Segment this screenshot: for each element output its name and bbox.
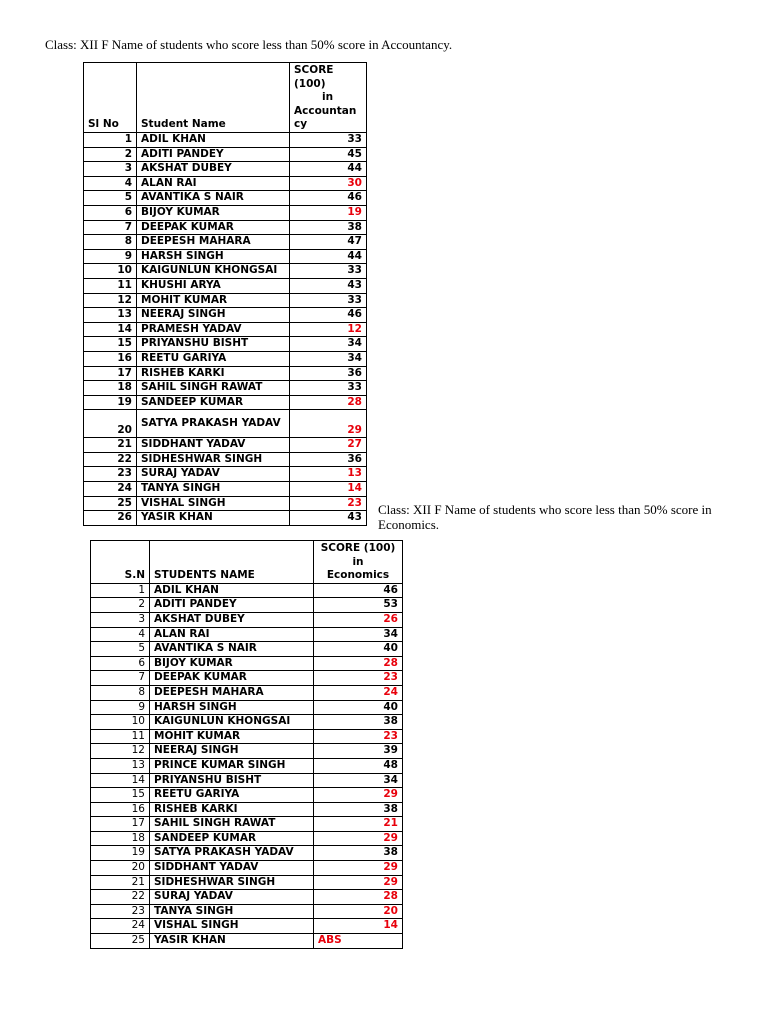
table-row [84,452,367,467]
serial-number-cell: 14 [84,322,137,337]
student-name-cell: ADITI PANDEY [150,598,314,613]
serial-number-cell: 2 [91,598,150,613]
student-name-cell: NEERAJ SINGH [150,744,314,759]
serial-number-cell: 20 [91,861,150,876]
serial-number-cell: 1 [84,133,137,148]
student-name-cell: AKSHAT DUBEY [137,162,290,177]
score-cell: 29 [290,410,367,438]
score-cell: 38 [290,220,367,235]
economics-caption: Class: XII F Name of students who score less than 50% score in Economics. [378,502,712,532]
serial-number-cell: 19 [91,846,150,861]
serial-number-cell: 22 [84,452,137,467]
header-sn: S.N [91,541,150,584]
score-cell: 14 [314,919,403,934]
serial-number-cell: 21 [91,875,150,890]
student-name-cell: ADIL KHAN [150,583,314,598]
score-cell: 46 [290,191,367,206]
table-row [91,700,403,715]
serial-number-cell: 23 [84,467,137,482]
student-name-cell: SIDDHANT YADAV [137,438,290,453]
score-cell: 36 [290,452,367,467]
score-cell: 27 [290,438,367,453]
accountancy-caption: Class: XII F Name of students who score less than 50% score in Accountancy. [45,37,453,52]
student-name-cell: HARSH SINGH [150,700,314,715]
table-row [91,890,403,905]
serial-number-cell: 6 [91,656,150,671]
serial-number-cell: 4 [84,176,137,191]
table-row [84,322,367,337]
serial-number-cell: 13 [84,308,137,323]
student-name-cell: SATYA PRAKASH YADAV [150,846,314,861]
serial-number-cell: 25 [91,934,150,949]
score-cell: 29 [314,875,403,890]
student-name-cell: VISHAL SINGH [137,496,290,511]
serial-number-cell: 16 [84,351,137,366]
table-row [91,612,403,627]
table-row [84,249,367,264]
table-row [91,744,403,759]
serial-number-cell: 9 [84,249,137,264]
serial-number-cell: 8 [84,235,137,250]
serial-number-cell: 23 [91,904,150,919]
student-name-cell: ADITI PANDEY [137,147,290,162]
student-name-cell: PRIYANSHU BISHT [150,773,314,788]
student-name-cell: BIJOY KUMAR [150,656,314,671]
serial-number-cell: 22 [91,890,150,905]
serial-number-cell: 18 [91,831,150,846]
score-cell: 28 [314,890,403,905]
table-row [91,773,403,788]
table-row [84,351,367,366]
student-name-cell: SAHIL SINGH RAWAT [150,817,314,832]
table-row [84,467,367,482]
score-cell: 13 [290,467,367,482]
table-row [91,846,403,861]
table-row [84,482,367,497]
score-cell: 23 [290,496,367,511]
score-cell: 43 [290,511,367,526]
score-cell: 29 [314,788,403,803]
table-header-row [84,63,367,133]
score-cell: 14 [290,482,367,497]
table-row [91,685,403,700]
student-name-cell: AVANTIKA S NAIR [150,642,314,657]
score-cell: 36 [290,366,367,381]
student-name-cell: ADIL KHAN [137,133,290,148]
serial-number-cell: 20 [84,410,137,438]
table-row [91,656,403,671]
header-score-accountancy [290,63,367,133]
serial-number-cell: 12 [91,744,150,759]
score-cell: 40 [314,642,403,657]
score-cell: 30 [290,176,367,191]
score-cell: 33 [290,293,367,308]
student-name-cell: AKSHAT DUBEY [150,612,314,627]
serial-number-cell: 10 [84,264,137,279]
serial-number-cell: 1 [91,583,150,598]
table-row [91,904,403,919]
table-row [91,671,403,686]
score-cell: 46 [314,583,403,598]
score-cell: 53 [314,598,403,613]
student-name-cell: PRAMESH YADAV [137,322,290,337]
table-row [84,308,367,323]
score-cell: 26 [314,612,403,627]
student-name-cell: SURAJ YADAV [150,890,314,905]
serial-number-cell: 3 [91,612,150,627]
header-score-line: Accountan [294,104,357,117]
table-row [84,395,367,410]
student-name-cell: MOHIT KUMAR [137,293,290,308]
score-cell: 21 [314,817,403,832]
table-row [84,496,367,511]
score-cell: 34 [290,351,367,366]
score-cell: 38 [314,715,403,730]
serial-number-cell: 8 [91,685,150,700]
table-row [91,715,403,730]
score-cell: 20 [314,904,403,919]
table-row [91,831,403,846]
table-row [91,817,403,832]
student-name-cell: PRIYANSHU BISHT [137,337,290,352]
score-cell: 44 [290,162,367,177]
table-row [91,802,403,817]
table-row [84,293,367,308]
header-score-line: cy [294,118,308,131]
serial-number-cell: 17 [84,366,137,381]
score-cell: 33 [290,133,367,148]
student-name-cell: RISHEB KARKI [137,366,290,381]
table-header-row [91,541,403,584]
student-name-cell: KAIGUNLUN KHONGSAI [137,264,290,279]
score-cell: 40 [314,700,403,715]
student-name-cell: ALAN RAI [150,627,314,642]
serial-number-cell: 6 [84,205,137,220]
serial-number-cell: 14 [91,773,150,788]
table-row [91,729,403,744]
student-name-cell: SATYA PRAKASH YADAV [137,410,290,438]
student-name-cell: BIJOY KUMAR [137,205,290,220]
header-score-line: SCORE [294,64,334,76]
table-row [91,642,403,657]
student-name-cell: KHUSHI ARYA [137,278,290,293]
serial-number-cell: 25 [84,496,137,511]
serial-number-cell: 17 [91,817,150,832]
serial-number-cell: 26 [84,511,137,526]
student-name-cell: SURAJ YADAV [137,467,290,482]
student-name-cell: YASIR KHAN [150,934,314,949]
serial-number-cell: 21 [84,438,137,453]
table-row [91,875,403,890]
header-score-line: (100) [294,77,326,90]
student-name-cell: MOHIT KUMAR [150,729,314,744]
score-cell: 43 [290,278,367,293]
score-cell: 34 [290,337,367,352]
student-name-cell: DEEPESH MAHARA [137,235,290,250]
table-row [84,205,367,220]
score-cell: ABS [314,934,403,949]
student-name-cell: VISHAL SINGH [150,919,314,934]
table-row [91,583,403,598]
student-name-cell: AVANTIKA S NAIR [137,191,290,206]
table-row [84,176,367,191]
serial-number-cell: 11 [91,729,150,744]
score-cell: 19 [290,205,367,220]
serial-number-cell: 13 [91,758,150,773]
score-cell: 29 [314,861,403,876]
student-name-cell: KAIGUNLUN KHONGSAI [150,715,314,730]
serial-number-cell: 10 [91,715,150,730]
table-row [84,220,367,235]
score-cell: 48 [314,758,403,773]
serial-number-cell: 7 [84,220,137,235]
table-row [91,788,403,803]
score-cell: 28 [290,395,367,410]
student-name-cell: TANYA SINGH [137,482,290,497]
header-sl-no: Sl No [84,63,137,133]
table-row [84,278,367,293]
table-row [84,381,367,396]
serial-number-cell: 4 [91,627,150,642]
table-row [84,264,367,279]
table-row [84,147,367,162]
student-name-cell: SAHIL SINGH RAWAT [137,381,290,396]
student-name-cell: TANYA SINGH [150,904,314,919]
score-cell: 34 [314,627,403,642]
table-row [91,627,403,642]
header-score-line: SCORE (100) [320,542,396,554]
table-row [84,511,367,526]
student-name-cell: PRINCE KUMAR SINGH [150,758,314,773]
score-cell: 33 [290,381,367,396]
student-name-cell: REETU GARIYA [150,788,314,803]
table-row [84,235,367,250]
student-name-cell: REETU GARIYA [137,351,290,366]
table-row [84,438,367,453]
score-cell: 38 [314,802,403,817]
score-cell: 34 [314,773,403,788]
score-cell: 33 [290,264,367,279]
score-cell: 46 [290,308,367,323]
table-row [84,337,367,352]
accountancy-table [83,62,367,526]
table-row [91,934,403,949]
serial-number-cell: 24 [84,482,137,497]
serial-number-cell: 9 [91,700,150,715]
student-name-cell: SANDEEP KUMAR [150,831,314,846]
header-score-line: in [352,555,364,568]
student-name-cell: ALAN RAI [137,176,290,191]
serial-number-cell: 5 [84,191,137,206]
student-name-cell: NEERAJ SINGH [137,308,290,323]
student-name-cell: SANDEEP KUMAR [137,395,290,410]
serial-number-cell: 11 [84,278,137,293]
serial-number-cell: 3 [84,162,137,177]
student-name-cell: YASIR KHAN [137,511,290,526]
serial-number-cell: 2 [84,147,137,162]
student-name-cell: RISHEB KARKI [150,802,314,817]
score-cell: 23 [314,729,403,744]
header-score-line: in [322,91,334,104]
score-cell: 28 [314,656,403,671]
score-cell: 29 [314,831,403,846]
table-row [91,598,403,613]
economics-table [90,540,403,949]
table-row [91,758,403,773]
score-cell: 24 [314,685,403,700]
table-row [84,191,367,206]
student-name-cell: SIDDHANT YADAV [150,861,314,876]
score-cell: 12 [290,322,367,337]
header-student-name: Student Name [137,63,290,133]
serial-number-cell: 5 [91,642,150,657]
score-cell: 44 [290,249,367,264]
table-row [84,410,367,438]
score-cell: 39 [314,744,403,759]
serial-number-cell: 15 [91,788,150,803]
serial-number-cell: 16 [91,802,150,817]
score-cell: 45 [290,147,367,162]
serial-number-cell: 15 [84,337,137,352]
table-row [91,919,403,934]
score-cell: 47 [290,235,367,250]
student-name-cell: DEEPESH MAHARA [150,685,314,700]
serial-number-cell: 12 [84,293,137,308]
serial-number-cell: 19 [84,395,137,410]
student-name-cell: SIDHESHWAR SINGH [150,875,314,890]
student-name-cell: SIDHESHWAR SINGH [137,452,290,467]
serial-number-cell: 18 [84,381,137,396]
table-row [84,162,367,177]
header-score-line: Economics [326,569,390,582]
header-students-name: STUDENTS NAME [150,541,314,584]
score-cell: 23 [314,671,403,686]
serial-number-cell: 7 [91,671,150,686]
score-cell: 38 [314,846,403,861]
table-row [84,366,367,381]
header-score-economics [314,541,403,584]
table-row [91,861,403,876]
table-row [84,133,367,148]
student-name-cell: HARSH SINGH [137,249,290,264]
serial-number-cell: 24 [91,919,150,934]
student-name-cell: DEEPAK KUMAR [150,671,314,686]
student-name-cell: DEEPAK KUMAR [137,220,290,235]
